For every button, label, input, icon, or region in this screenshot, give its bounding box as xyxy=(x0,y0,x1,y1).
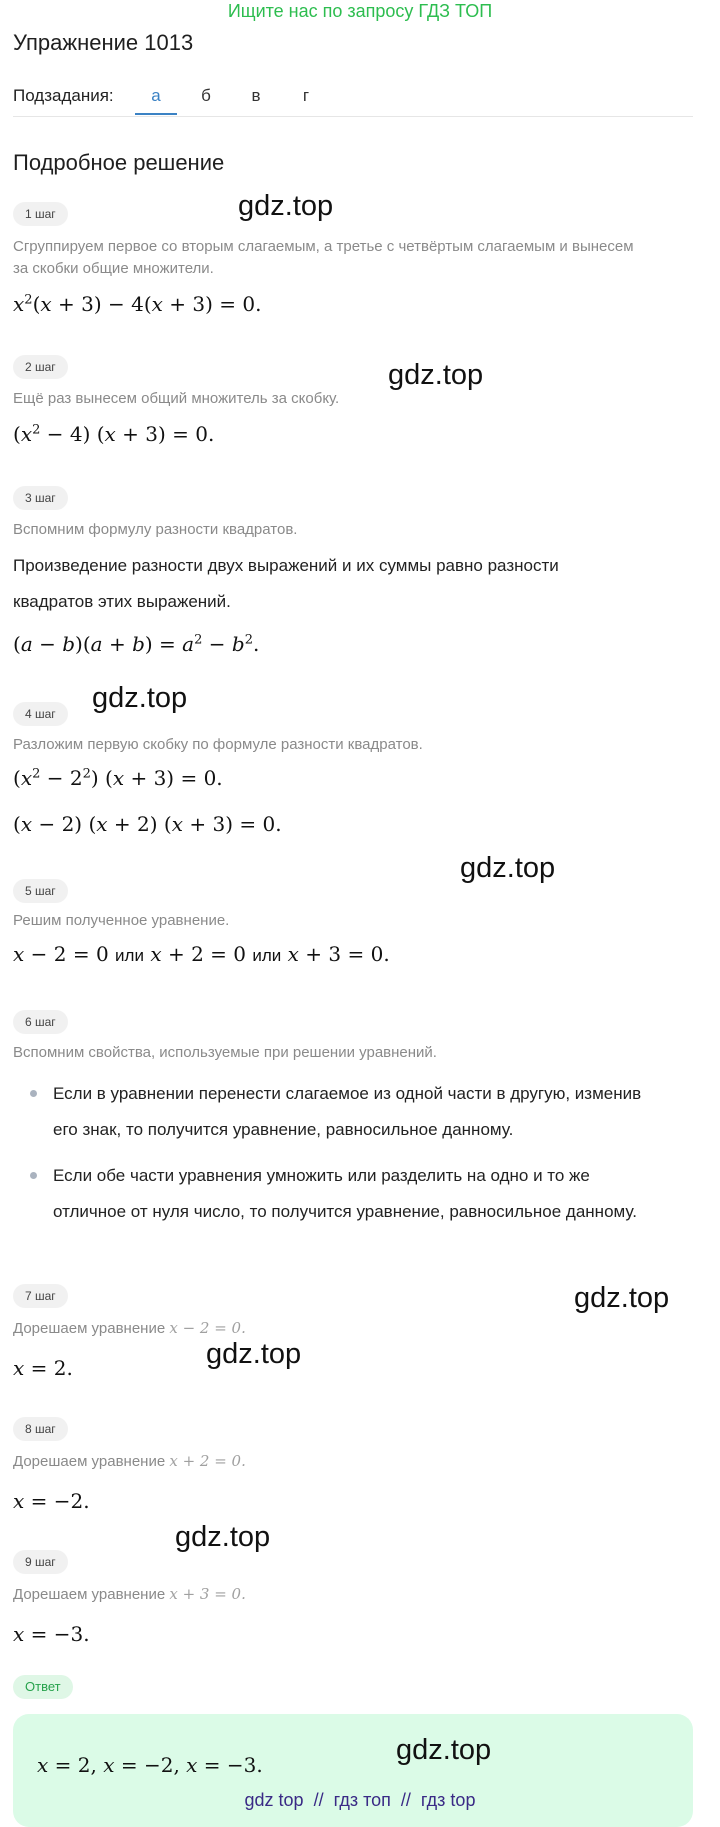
watermark: gdz.top xyxy=(92,682,188,714)
active-tab-indicator xyxy=(135,113,177,115)
footer-link[interactable]: гдз top xyxy=(420,1790,476,1810)
watermark: gdz.top xyxy=(238,190,334,222)
bullet-text: его знак, то получится уравнение, равносильное данному. xyxy=(53,1120,514,1139)
step-badge: 3 шаг xyxy=(13,486,68,510)
step-text: Вспомним свойства, используемые при решении уравнений. xyxy=(13,1044,437,1061)
tab-v[interactable]: в xyxy=(251,86,261,105)
tab-a[interactable]: а xyxy=(151,86,161,105)
equation: x = −3. xyxy=(13,1622,90,1646)
tab-b[interactable]: б xyxy=(201,86,211,105)
equation: x − 2 = 0 или x + 2 = 0 или x + 3 = 0. xyxy=(13,942,390,966)
footer-links xyxy=(0,1790,720,1811)
bullet-dot xyxy=(30,1172,37,1179)
step-text: за скобки общие множители. xyxy=(13,260,214,277)
rule-text: Произведение разности двух выражений и их суммы равно разности xyxy=(13,556,559,575)
subtasks-nav xyxy=(13,80,693,117)
step-text-label: Дорешаем уравнение xyxy=(13,1453,166,1470)
equation: $(x^2 - 2^2) (x + 3) = 0$. xyxy=(13,766,223,790)
subtasks-label: Подзадания: xyxy=(13,86,114,105)
bullet-dot xyxy=(30,1090,37,1097)
footer-separator: // xyxy=(400,1790,411,1810)
step-text: Разложим первую скобку по формуле разности квадратов. xyxy=(13,736,423,753)
step-badge: 9 шаг xyxy=(13,1550,68,1574)
or-word: или xyxy=(252,946,282,965)
watermark: gdz.top xyxy=(574,1282,670,1314)
step-badge: 4 шаг xyxy=(13,702,68,726)
equation: $(a - b)(a + b) = a^2 - b^2$. xyxy=(13,632,260,656)
equation: x = 2. xyxy=(13,1356,73,1380)
answer-equation: x = 2, x = −2, x = −3. xyxy=(37,1753,263,1777)
footer-link[interactable]: gdz top xyxy=(244,1790,304,1810)
step-text-label: Дорешаем уравнение xyxy=(13,1586,166,1603)
bullet-text: Если обе части уравнения умножить или разделить на одно и то же xyxy=(53,1166,590,1185)
footer-separator: // xyxy=(313,1790,324,1810)
step-text-label: Дорешаем уравнение xyxy=(13,1320,166,1337)
step-badge: 7 шаг xyxy=(13,1284,68,1308)
step-text: Вспомним формулу разности квадратов. xyxy=(13,521,298,538)
step-text: Ещё раз вынесем общий множитель за скобку. xyxy=(13,390,340,407)
step-badge: 1 шаг xyxy=(13,202,68,226)
bullet-text: Если в уравнении перенести слагаемое из одной части в другую, изменив xyxy=(53,1084,642,1103)
step-text: Дорешаем уравнение x − 2 = 0. xyxy=(13,1319,246,1337)
watermark: gdz.top xyxy=(460,852,556,884)
tab-g[interactable]: г xyxy=(302,86,310,105)
equation: $x^2(x + 3) - 4(x + 3) = 0$. xyxy=(13,292,262,316)
footer-link[interactable]: гдз топ xyxy=(333,1790,391,1810)
bullet-text: отличное от нуля число, то получится уравнение, равносильное данному. xyxy=(53,1202,637,1221)
step-text: Решим полученное уравнение. xyxy=(13,912,230,929)
watermark: gdz.top xyxy=(396,1734,492,1766)
or-word: или xyxy=(115,946,144,965)
equation: x = −2. xyxy=(13,1489,90,1513)
step-badge: 8 шаг xyxy=(13,1417,68,1441)
step-text: Дорешаем уравнение x + 2 = 0. xyxy=(13,1452,246,1470)
page-title: Упражнение 1013 xyxy=(13,30,194,55)
equation: (x − 2) (x + 2) (x + 3) = 0. xyxy=(13,812,282,836)
step-text: Дорешаем уравнение x + 3 = 0. xyxy=(13,1585,246,1603)
watermark: gdz.top xyxy=(206,1338,302,1370)
section-title: Подробное решение xyxy=(13,150,225,175)
promo-banner[interactable]: Ищите нас по запросу ГДЗ ТОП xyxy=(227,1,493,21)
answer-badge: Ответ xyxy=(13,1675,73,1699)
step-badge: 6 шаг xyxy=(13,1010,68,1034)
step-badge: 5 шаг xyxy=(13,879,68,903)
step-badge: 2 шаг xyxy=(13,355,68,379)
equation: $(x^2 - 4) (x + 3) = 0$. xyxy=(13,422,215,446)
step-text: Сгруппируем первое со вторым слагаемым, а третье с четвёртым слагаемым и вынесем xyxy=(13,238,634,255)
rule-text: квадратов этих выражений. xyxy=(13,592,231,611)
watermark: gdz.top xyxy=(175,1521,271,1553)
watermark: gdz.top xyxy=(388,359,484,391)
